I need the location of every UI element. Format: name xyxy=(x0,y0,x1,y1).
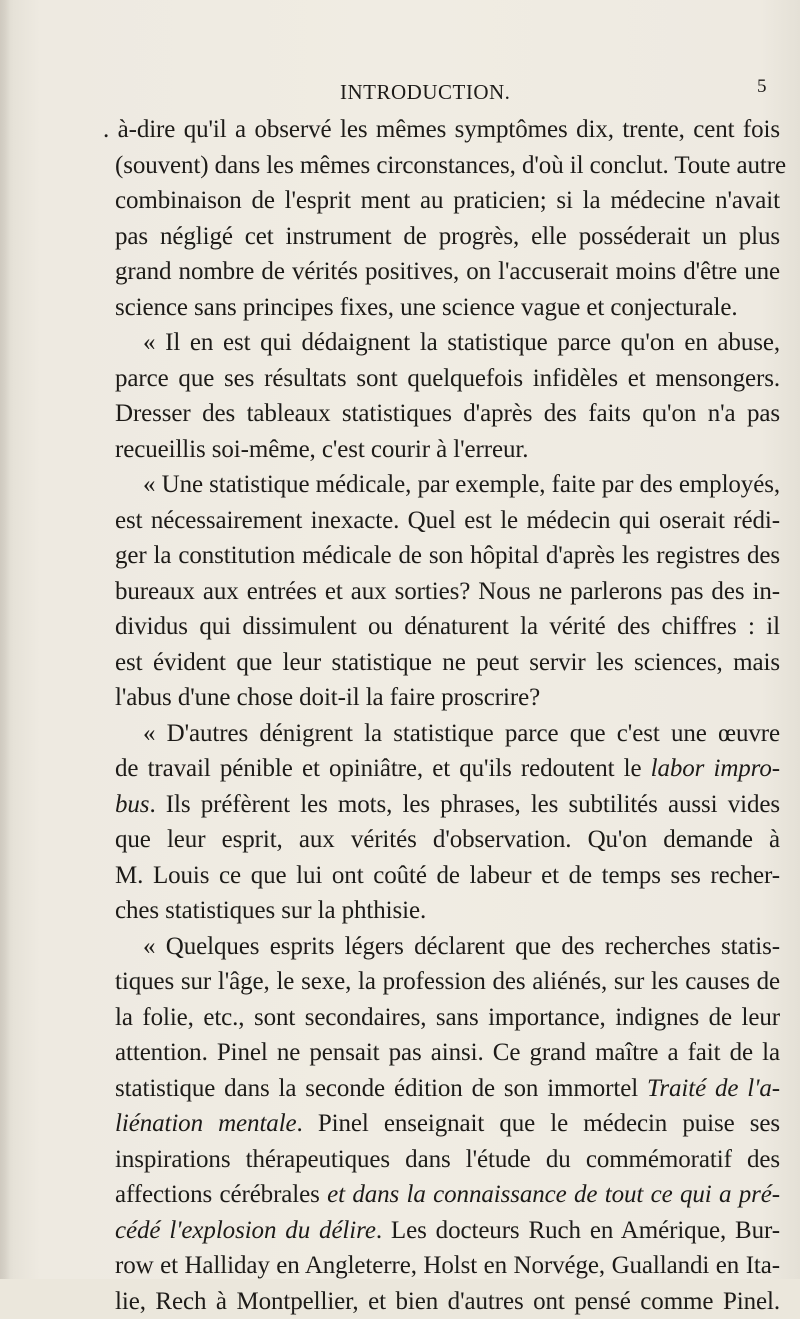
text-line xyxy=(115,432,780,468)
text-segment: « Quelques esprits légers déclarent que des recherches statis- xyxy=(143,933,780,960)
italic-segment: labor impro- xyxy=(651,755,780,782)
running-head-title: INTRODUCTION. xyxy=(340,80,510,105)
text-segment: . Les docteurs Ruch en Amérique, Bur- xyxy=(376,1217,780,1244)
text-segment: statistique dans la seconde édition de son immortel xyxy=(115,1075,647,1102)
text-segment: . Pinel enseignait que le médecin puise ses xyxy=(297,1110,780,1137)
text-segment: row et Halliday en Angleterre, Holst en Norvége, Guallandi en Ita- xyxy=(115,1252,780,1279)
text-line xyxy=(115,325,780,361)
text-line xyxy=(115,751,780,787)
text-segment: combinaison de l'esprit ment au praticien; si la médecine n'avait xyxy=(115,187,780,214)
text-segment: Dresser des tableaux statistiques d'après des faits qu'on n'a pas xyxy=(115,400,780,427)
text-line xyxy=(115,822,780,858)
text-line xyxy=(115,361,780,397)
body-text xyxy=(115,112,780,1319)
text-segment: que leur esprit, aux vérités d'observation. Qu'on demande à xyxy=(115,826,780,853)
text-segment: est nécessairement inexacte. Quel est le médecin qui oserait rédi- xyxy=(115,507,780,534)
text-segment: science sans principes fixes, une science vague et conjecturale. xyxy=(115,294,737,321)
text-segment: « D'autres dénigrent la statistique parce que c'est une œuvre xyxy=(143,720,780,747)
text-segment: attention. Pinel ne pensait pas ainsi. Ce grand maître a fait de la xyxy=(115,1039,780,1066)
text-line xyxy=(115,929,780,965)
text-segment: de travail pénible et opiniâtre, et qu'ils redoutent le xyxy=(115,755,651,782)
text-segment: la folie, etc., sont secondaires, sans importance, indignes de leur xyxy=(115,1004,780,1031)
text-line xyxy=(115,183,780,219)
page-number: 5 xyxy=(757,76,767,98)
text-segment: tiques sur l'âge, le sexe, la profession des aliénés, sur les causes de xyxy=(115,968,780,995)
text-segment: ches statistiques sur la phthisie. xyxy=(115,897,426,924)
italic-segment: bus xyxy=(115,791,149,818)
text-line xyxy=(115,148,780,184)
text-line xyxy=(115,538,780,574)
text-line xyxy=(115,609,780,645)
text-segment: inspirations thérapeutiques dans l'étude du commémoratif des xyxy=(115,1146,780,1173)
text-line xyxy=(115,1213,780,1249)
text-line xyxy=(115,1284,780,1319)
text-line xyxy=(115,858,780,894)
text-segment: (souvent) dans les mêmes circonstances, d'où il conclut. Toute autre xyxy=(115,152,786,179)
italic-segment: Traité de l'a- xyxy=(647,1075,780,1102)
running-head xyxy=(0,80,800,110)
text-segment: dividus qui dissimulent ou dénaturent la vérité des chiffres : il xyxy=(115,613,780,640)
text-line xyxy=(115,893,780,929)
text-segment: ger la constitution médicale de son hôpital d'après les registres des xyxy=(115,542,780,569)
text-line xyxy=(115,254,780,290)
binding-shadow xyxy=(0,0,10,1279)
text-line xyxy=(115,1000,780,1036)
text-line xyxy=(115,716,780,752)
text-segment: recueillis soi-même, c'est courir à l'erreur. xyxy=(115,436,528,463)
text-line xyxy=(115,645,780,681)
text-line xyxy=(115,1035,780,1071)
text-line xyxy=(115,787,780,823)
text-segment: M. Louis ce que lui ont coûté de labeur et de temps ses recher- xyxy=(115,862,780,889)
text-segment: bureaux aux entrées et aux sorties? Nous ne parlerons pas des in- xyxy=(115,578,780,605)
text-line xyxy=(115,680,780,716)
text-segment: . Ils préfèrent les mots, les phrases, les subtilités aussi vides xyxy=(149,791,780,818)
text-segment: . à-dire qu'il a observé les mêmes symptômes dix, trente, cent fois xyxy=(103,116,780,143)
text-line xyxy=(103,112,780,148)
text-segment: est évident que leur statistique ne peut servir les sciences, mais xyxy=(115,649,780,676)
text-segment: pas négligé cet instrument de progrès, elle posséderait un plus xyxy=(115,223,780,250)
text-line xyxy=(115,574,780,610)
text-segment: parce que ses résultats sont quelquefois infidèles et mensongers. xyxy=(115,365,780,392)
italic-segment: et dans la connaissance de tout ce qui a pré- xyxy=(327,1181,780,1208)
text-segment: l'abus d'une chose doit-il la faire proscrire? xyxy=(115,684,540,711)
text-line xyxy=(115,964,780,1000)
text-segment: « Il en est qui dédaignent la statistique parce qu'on en abuse, xyxy=(143,329,780,356)
text-line xyxy=(115,396,780,432)
text-line xyxy=(115,503,780,539)
text-segment: affections cérébrales xyxy=(115,1181,327,1208)
text-line xyxy=(115,1106,780,1142)
italic-segment: cédé l'explosion du délire xyxy=(115,1217,376,1244)
text-line xyxy=(115,1071,780,1107)
text-line xyxy=(115,219,780,255)
text-line xyxy=(115,1142,780,1178)
italic-segment: liénation mentale xyxy=(115,1110,297,1137)
text-line xyxy=(115,1248,780,1284)
text-segment: « Une statistique médicale, par exemple, faite par des employés, xyxy=(143,471,780,498)
text-segment: lie, Rech à Montpellier, et bien d'autres ont pensé comme Pinel. xyxy=(115,1288,780,1315)
text-line xyxy=(115,467,780,503)
text-line xyxy=(115,290,780,326)
text-line xyxy=(115,1177,780,1213)
text-segment: grand nombre de vérités positives, on l'accuserait moins d'être une xyxy=(115,258,780,285)
